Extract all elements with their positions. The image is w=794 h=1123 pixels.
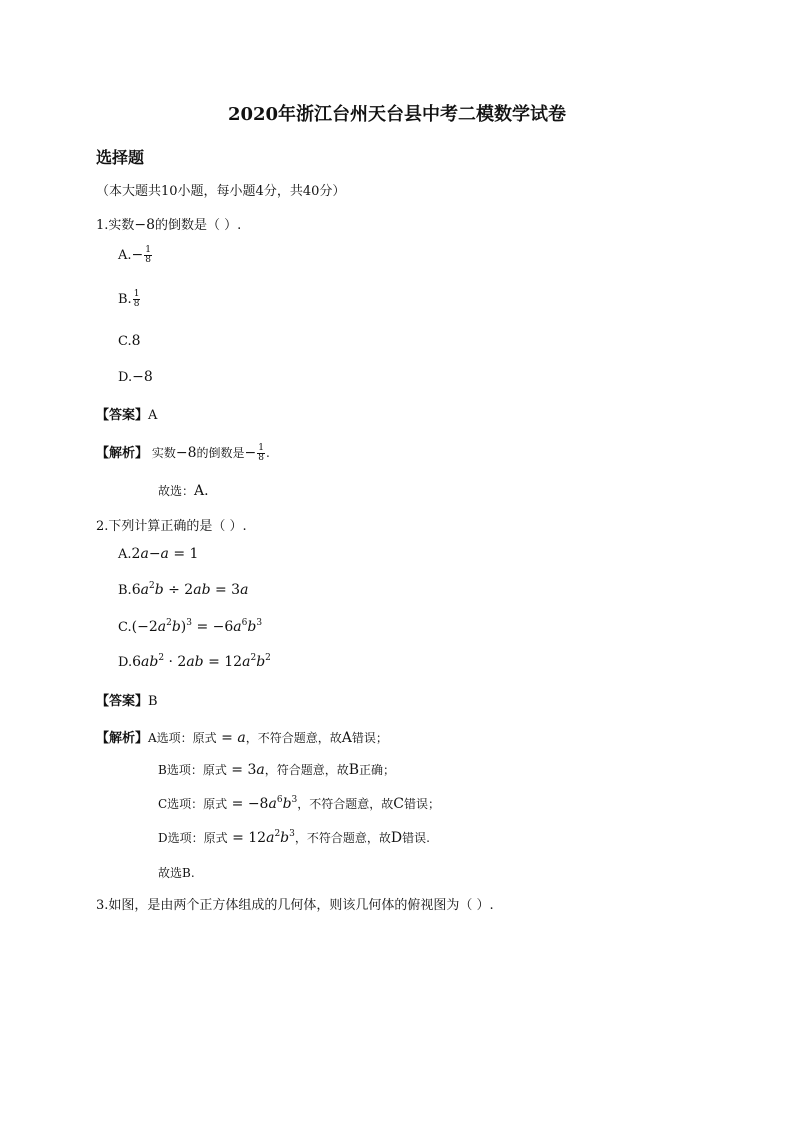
q2-conclusion: 故选B. [158,866,195,880]
q1-option-a: A.− $\frac{1}{8}$ [118,245,151,265]
q2-analysis-a: 【解析】A选项：原式 = a，不符合题意，故A错误； [96,730,388,746]
q1-option-b: B. $\frac{1}{8}$ [118,289,140,309]
q2-answer: 【答案】B [96,694,158,709]
q1-conclusion: 故选：A. [158,483,209,499]
q2-option-b: $B.6a^2b \div 2ab = 3a$ [118,581,249,598]
q1-analysis: 【解析】 实数−8的倒数是− $\frac{1}{8}$ . [96,443,270,463]
q1-option-c: C.8 [118,333,141,349]
q2-option-c: $C.(-2a^2b)^3 = -6a^6b^3$ [118,618,263,635]
q2-option-d: $D.6ab^2 \cdot 2ab = 12a^2b^2$ [118,653,271,670]
q2-analysis-b: B选项：原式 = 3a，符合题意，故B正确； [158,762,396,778]
question-1-stem: 1.实数−8的倒数是（ ）. [96,217,242,233]
page-title: 2020年浙江台州天台县中考二模数学试卷 [227,104,567,125]
q2-option-a: A.2a−a = 1 [118,546,199,562]
question-2-stem: 2.下列计算正确的是（ ）. [96,519,247,534]
q2-analysis-d: D选项：原式 = $12a^2b^3$，不符合题意，故D错误. [158,829,430,846]
section-instruction: （本大题共10小题，每小题4分，共40分） [96,184,346,199]
q1-option-d: D.−8 [118,369,153,385]
q2-analysis-c: C选项：原式 = $-8a^6b^3$，不符合题意，故C错误； [158,795,441,812]
question-3-stem: 3.如图，是由两个正方体组成的几何体，则该几何体的俯视图为（ ）. [96,898,494,913]
section-heading: 选择题 [96,148,145,167]
q1-answer: 【答案】A [96,408,158,423]
